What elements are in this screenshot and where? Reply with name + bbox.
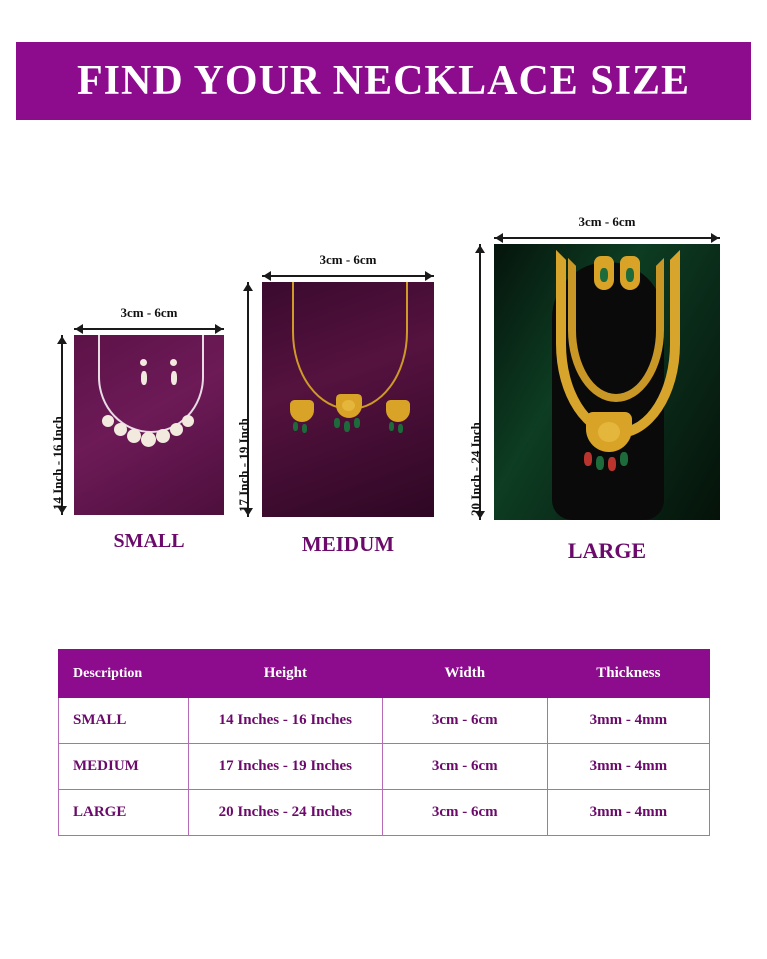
width-arrow-small (74, 305, 224, 335)
large-necklace-photo (494, 244, 720, 520)
medium-necklace-photo (262, 282, 434, 517)
cell-thickness-small: 3mm - 4mm (547, 698, 709, 744)
cell-width-medium: 3cm - 6cm (382, 744, 547, 790)
cell-width-small: 3cm - 6cm (382, 698, 547, 744)
height-label-small: 14 Inch - 16 Inch (50, 416, 65, 510)
cell-thickness-medium: 3mm - 4mm (547, 744, 709, 790)
cell-height-large: 20 Inches - 24 Inches (188, 790, 382, 836)
caption-small: SMALL (113, 530, 185, 552)
cell-description-small: SMALL (59, 698, 189, 744)
width-label-small: 3cm - 6cm (120, 305, 178, 320)
caption-large: LARGE (567, 538, 647, 563)
cell-description-medium: MEDIUM (59, 744, 189, 790)
width-arrow-large (494, 214, 720, 244)
height-label-large: 20 Inch - 24 Inch (468, 422, 483, 516)
cell-height-small: 14 Inches - 16 Inches (188, 698, 382, 744)
table-header (59, 650, 710, 698)
width-label-large: 3cm - 6cm (578, 214, 636, 229)
table-header-height: Height (188, 650, 382, 698)
table-header-row (59, 650, 710, 698)
table-row (59, 744, 710, 790)
cell-height-medium: 17 Inches - 19 Inches (188, 744, 382, 790)
size-chart-table (58, 649, 710, 836)
caption-medium: MEIDUM (301, 532, 395, 556)
cell-thickness-large: 3mm - 4mm (547, 790, 709, 836)
cell-description-large: LARGE (59, 790, 189, 836)
page-header-banner (16, 42, 751, 120)
table-header-thickness: Thickness (547, 650, 709, 698)
width-label-medium: 3cm - 6cm (319, 252, 377, 267)
table-row (59, 790, 710, 836)
cell-width-large: 3cm - 6cm (382, 790, 547, 836)
table-header-width: Width (382, 650, 547, 698)
size-figures-section (0, 120, 767, 610)
page-title: FIND YOUR NECKLACE SIZE (76, 58, 691, 104)
table-header-description: Description (59, 650, 189, 698)
width-arrow-medium (262, 252, 434, 282)
table-row (59, 698, 710, 744)
height-label-medium: 17 Inch - 19 Inch (236, 418, 251, 512)
small-necklace-photo (74, 335, 224, 515)
table-body (59, 698, 710, 836)
